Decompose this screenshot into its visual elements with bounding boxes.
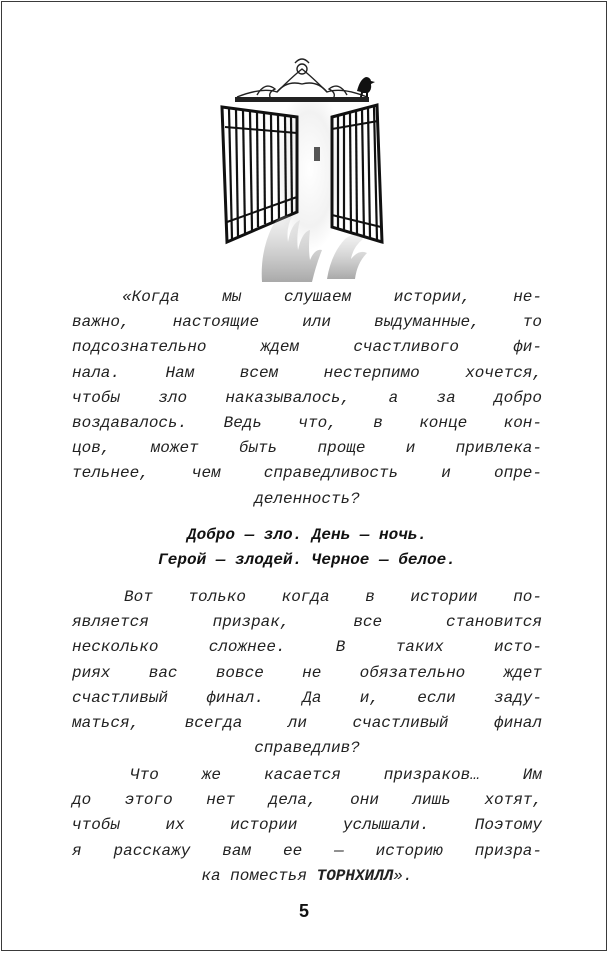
final-line-end: ».: [393, 866, 413, 885]
text-line: справедлив?: [254, 739, 360, 758]
text-line: является призрак, все становится: [72, 613, 542, 632]
intro-paragraph: [72, 285, 542, 512]
text-line: Вот только когда в истории по-: [124, 588, 542, 606]
ghost-paragraph: [72, 585, 542, 761]
text-line: деленность?: [254, 489, 360, 508]
final-line: [72, 864, 542, 889]
final-paragraph: [72, 763, 542, 889]
text-line: чтобы зло наказывалось, а за добро: [72, 388, 542, 407]
text-line: маться, всегда ли счастливый финал: [72, 713, 542, 732]
text-line: до этого нет дела, они лишь хотят,: [72, 791, 542, 810]
motto-line: Герой — злодей. Черное — белое.: [158, 551, 456, 569]
text-line: Что же касается призраков… Им: [130, 766, 542, 784]
book-page: [1, 1, 607, 951]
text-line: я расскажу вам ее — историю призра-: [72, 841, 542, 860]
text-line: несколько сложнее. В таких исто-: [72, 638, 542, 657]
final-line-start: ка поместья: [201, 866, 317, 885]
text-line: риях вас вовсе не обязательно ждет: [72, 663, 542, 682]
motto: [72, 523, 542, 573]
text-line: тельнее, чем справедливость и опре-: [72, 464, 542, 483]
motto-line: Добро — зло. День — ночь.: [186, 526, 428, 544]
text-line: счастливый финал. Да и, если заду-: [72, 688, 542, 707]
text-line: нала. Нам всем нестерпимо хочется,: [72, 363, 542, 382]
page-number: 5: [298, 901, 309, 921]
text-line: подсознательно ждем счастливого фи-: [72, 338, 542, 357]
text-line: «Когда мы слушаем истории, не-: [122, 288, 542, 306]
text-line: воздавалось. Ведь что, в конце кон-: [72, 413, 542, 432]
estate-name: ТОРНХИЛЛ: [316, 866, 394, 885]
text-line: цов, может быть проще и привлека-: [72, 439, 542, 458]
text-line: важно, настоящие или выдуманные, то: [72, 313, 542, 332]
text-line: чтобы их истории услышали. Поэтому: [72, 816, 542, 835]
gate-with-ghost-and-crow-icon: [217, 57, 387, 282]
